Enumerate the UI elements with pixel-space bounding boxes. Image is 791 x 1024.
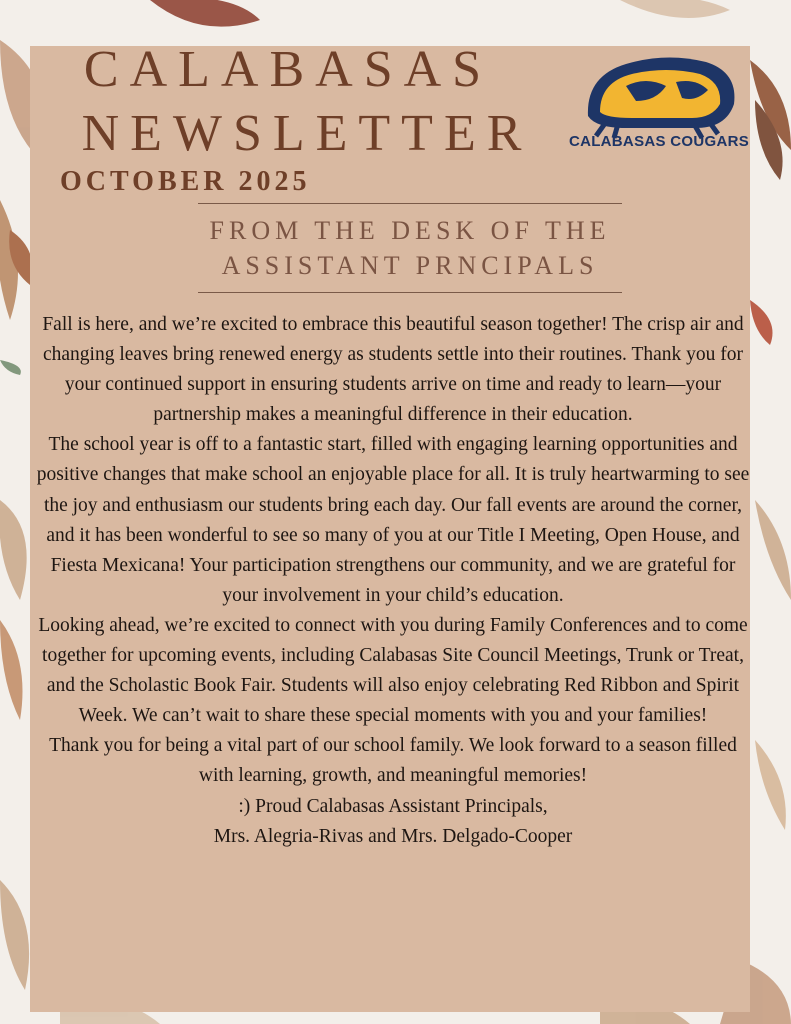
letter-body <box>34 310 752 852</box>
logo-caption: CALABASAS COUGARS <box>568 133 750 150</box>
section-heading-line1: FROM THE DESK OF THE <box>209 216 611 245</box>
letter-signoff: :) Proud Calabasas Assistant Principals, <box>238 795 548 817</box>
letter-paragraph: Looking ahead, we’re excited to connect with you during Family Conferences and to come together for upcoming events, including Calabasas Site Council Meetings, Trunk or Treat, and the Scholastic Book Fair. Students will also enjoy celebrating Red Ribbon and Spirit Week. We can’t wait to share these special moments with you and your families! <box>38 614 748 727</box>
newsletter-title-line1: CALABASAS <box>83 41 493 98</box>
letter-paragraph: Fall is here, and we’re excited to embrace this beautiful season together! The crisp air and changing leaves bring renewed energy as students settle into their routines. Thank you for your continued support in ensuring students arrive on time and ready to learn—your partnership makes a meaningful difference in their education. <box>42 314 744 426</box>
divider-top <box>198 203 622 204</box>
newsletter-date: OCTOBER 2025 <box>60 166 311 197</box>
divider-bottom <box>198 292 622 293</box>
section-heading-line2: ASSISTANT PRNCIPALS <box>221 251 599 280</box>
letter-paragraph: Thank you for being a vital part of our school family. We look forward to a season filled with learning, growth, and meaningful memories! <box>49 735 737 787</box>
letter-paragraph: The school year is off to a fantastic start, filled with engaging learning opportunities and positive changes that make school an enjoyable place for all. It is truly heartwarming to see the joy and enthusiasm our students bring each day. Our fall events are around the corner, and it has been wonderful to see so many of you at our Title I Meeting, Open House, and Fiesta Mexicana! Your participation strengthens our community, and we are grateful for your involvement in your child’s education. <box>36 434 750 606</box>
letter-signatures: Mrs. Alegria-Rivas and Mrs. Delgado-Cooper <box>213 825 573 847</box>
newsletter-title-line2: NEWSLETTER <box>81 105 533 162</box>
